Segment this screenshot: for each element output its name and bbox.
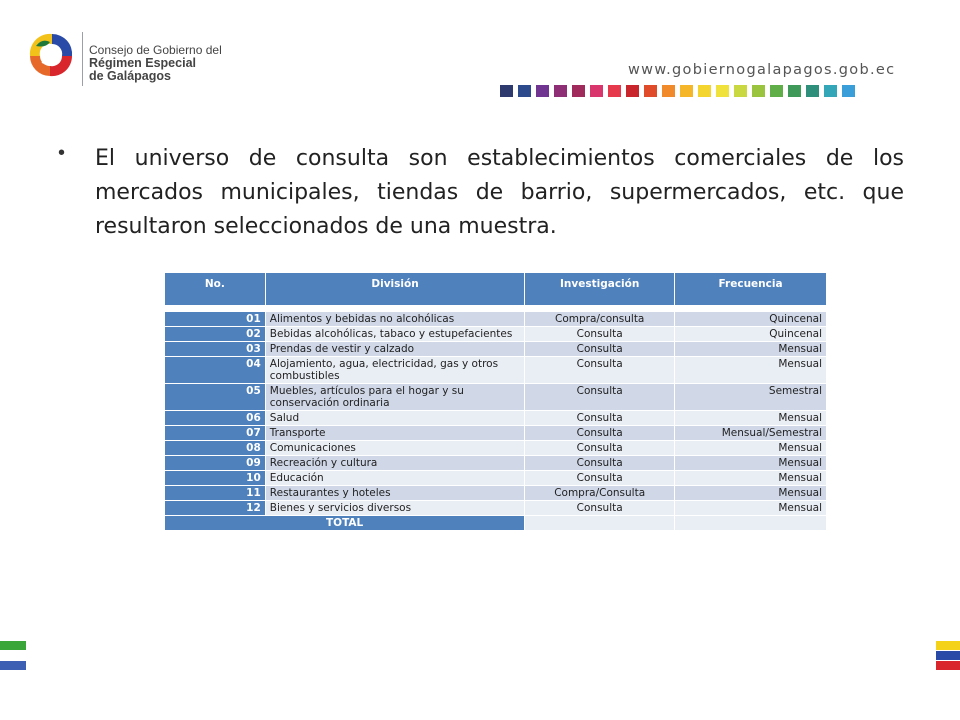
cell-frecuencia: Mensual/Semestral	[675, 426, 827, 441]
total-empty-cell	[675, 516, 827, 531]
table-row	[165, 486, 827, 501]
cell-division: Comunicaciones	[265, 441, 524, 456]
total-label: TOTAL	[165, 516, 525, 531]
cell-investigacion: Consulta	[525, 426, 675, 441]
organization-name	[89, 44, 222, 83]
table-row	[165, 501, 827, 516]
cell-investigacion: Consulta	[525, 471, 675, 486]
color-square	[680, 85, 693, 97]
color-square	[734, 85, 747, 97]
flag-stripe	[0, 661, 26, 670]
cell-division: Recreación y cultura	[265, 456, 524, 471]
bullet-text: El universo de consulta son establecimientos comerciales de los mercados municipales, tiendas de barrio, supermercados, etc. que resultaron seleccionados de una muestra.	[95, 146, 904, 239]
cell-division: Bienes y servicios diversos	[265, 501, 524, 516]
color-square	[752, 85, 765, 97]
color-square	[554, 85, 567, 97]
cell-no: 06	[165, 411, 266, 426]
cell-no: 04	[165, 357, 266, 384]
table-row	[165, 312, 827, 327]
cell-frecuencia: Semestral	[675, 384, 827, 411]
org-line-1: Consejo de Gobierno del	[89, 43, 222, 57]
cell-investigacion: Consulta	[525, 384, 675, 411]
divisions-table	[164, 272, 827, 531]
cell-frecuencia: Quincenal	[675, 312, 827, 327]
cell-division: Prendas de vestir y calzado	[265, 342, 524, 357]
website-url[interactable]: www.gobiernogalapagos.gob.ec	[628, 62, 896, 78]
cell-investigacion: Consulta	[525, 342, 675, 357]
cell-no: 01	[165, 312, 266, 327]
flag-stripe	[0, 641, 26, 650]
color-square	[770, 85, 783, 97]
table-total-row	[165, 516, 827, 531]
table-row	[165, 456, 827, 471]
cell-investigacion: Consulta	[525, 441, 675, 456]
cell-no: 03	[165, 342, 266, 357]
cell-no: 02	[165, 327, 266, 342]
color-square	[572, 85, 585, 97]
table-row	[165, 384, 827, 411]
cell-investigacion: Compra/Consulta	[525, 486, 675, 501]
bullet-item	[58, 142, 904, 244]
table-row	[165, 327, 827, 342]
color-square	[698, 85, 711, 97]
bullet-dot-icon: •	[58, 142, 66, 164]
cell-investigacion: Consulta	[525, 357, 675, 384]
cell-division: Salud	[265, 411, 524, 426]
cell-no: 05	[165, 384, 266, 411]
cell-no: 10	[165, 471, 266, 486]
color-square	[662, 85, 675, 97]
table-row	[165, 357, 827, 384]
color-square	[536, 85, 549, 97]
color-square	[608, 85, 621, 97]
cell-frecuencia: Mensual	[675, 357, 827, 384]
cell-investigacion: Consulta	[525, 411, 675, 426]
color-square	[626, 85, 639, 97]
flag-stripe	[936, 651, 960, 660]
color-squares-strip	[500, 85, 855, 97]
cell-division: Alimentos y bebidas no alcohólicas	[265, 312, 524, 327]
org-line-2: Régimen Especial	[89, 56, 196, 70]
color-square	[842, 85, 855, 97]
cell-frecuencia: Mensual	[675, 486, 827, 501]
cell-division: Transporte	[265, 426, 524, 441]
table-row	[165, 342, 827, 357]
table-row	[165, 411, 827, 426]
cell-frecuencia: Mensual	[675, 411, 827, 426]
cell-frecuencia: Mensual	[675, 441, 827, 456]
total-empty-cell	[525, 516, 675, 531]
table-row	[165, 471, 827, 486]
cell-division: Bebidas alcohólicas, tabaco y estupefacientes	[265, 327, 524, 342]
color-square	[590, 85, 603, 97]
cell-no: 09	[165, 456, 266, 471]
header-no: No.	[165, 273, 266, 306]
logo-divider	[82, 32, 83, 86]
cell-investigacion: Consulta	[525, 327, 675, 342]
cell-investigacion: Compra/consulta	[525, 312, 675, 327]
flag-stripe	[936, 661, 960, 670]
cell-no: 11	[165, 486, 266, 501]
color-square	[716, 85, 729, 97]
color-square	[518, 85, 531, 97]
header-investigacion: Investigación	[525, 273, 675, 306]
table-row	[165, 426, 827, 441]
color-square	[788, 85, 801, 97]
table-header-row	[165, 273, 827, 306]
org-line-3: de Galápagos	[89, 69, 171, 83]
cell-division: Educación	[265, 471, 524, 486]
cell-division: Alojamiento, agua, electricidad, gas y otros combustibles	[265, 357, 524, 384]
cell-no: 08	[165, 441, 266, 456]
cell-frecuencia: Mensual	[675, 501, 827, 516]
cell-division: Muebles, artículos para el hogar y su conservación ordinaria	[265, 384, 524, 411]
cell-investigacion: Consulta	[525, 456, 675, 471]
cell-investigacion: Consulta	[525, 501, 675, 516]
council-logo	[22, 26, 78, 82]
color-square	[806, 85, 819, 97]
cell-no: 12	[165, 501, 266, 516]
cell-frecuencia: Quincenal	[675, 327, 827, 342]
color-square	[500, 85, 513, 97]
cell-frecuencia: Mensual	[675, 471, 827, 486]
color-square	[644, 85, 657, 97]
flag-stripe	[0, 651, 26, 660]
header-frecuencia: Frecuencia	[675, 273, 827, 306]
cell-division: Restaurantes y hoteles	[265, 486, 524, 501]
header-division: División	[265, 273, 524, 306]
cell-frecuencia: Mensual	[675, 342, 827, 357]
color-square	[824, 85, 837, 97]
flag-stripe	[936, 641, 960, 650]
cell-frecuencia: Mensual	[675, 456, 827, 471]
cell-no: 07	[165, 426, 266, 441]
table-row	[165, 441, 827, 456]
